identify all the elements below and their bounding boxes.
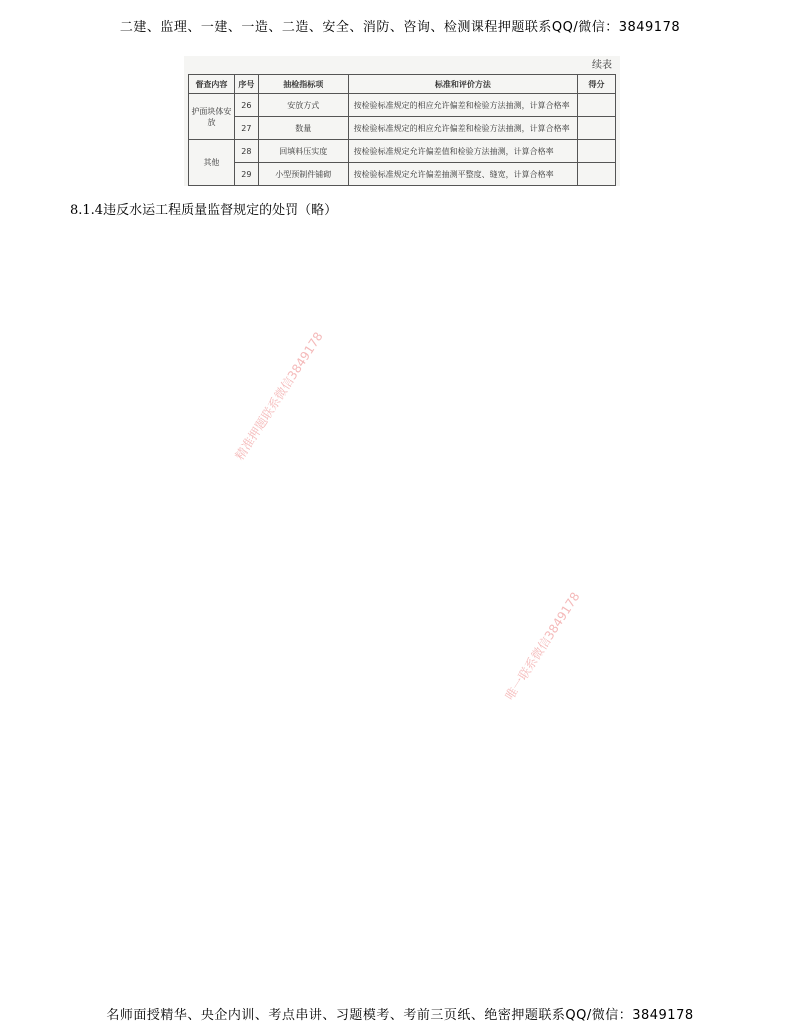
row-method: 按检验标准规定允许偏差值和检验方法抽测，计算合格率: [348, 140, 577, 163]
table-row: [189, 163, 616, 186]
column-header: 督查内容: [189, 75, 235, 94]
row-method: 按检验标准规定的相应允许偏差和检验方法抽测，计算合格率: [348, 94, 577, 117]
row-method: 按检验标准规定的相应允许偏差和检验方法抽测，计算合格率: [348, 117, 577, 140]
row-item: 小型预制件铺砌: [258, 163, 348, 186]
continued-label: 续表: [592, 60, 612, 71]
watermark: 唯一联系微信3849178: [502, 589, 583, 703]
table-row: [189, 117, 616, 140]
row-item: 数量: [258, 117, 348, 140]
row-number: 26: [234, 94, 258, 117]
table-row: [189, 94, 616, 117]
row-method: 按检验标准规定允许偏差抽测平整度、缝宽，计算合格率: [348, 163, 577, 186]
watermark: 精准押题联系微信3849178: [232, 329, 326, 463]
column-header: 标准和评价方法: [348, 75, 577, 94]
page-footer: 名师面授精华、央企内训、考点串讲、习题模考、考前三页纸、绝密押题联系QQ/微信：3849178: [106, 1008, 694, 1023]
table-header-row: [189, 75, 616, 94]
row-score: [578, 94, 616, 117]
row-score: [578, 117, 616, 140]
page-header: 二建、监理、一建、一造、二造、安全、消防、咨询、检测课程押题联系QQ/微信：3849178: [119, 20, 681, 35]
group-cell: 护面块体安放: [189, 94, 235, 140]
row-item: 回填料压实度: [258, 140, 348, 163]
column-header: 抽检指标项: [258, 75, 348, 94]
row-score: [578, 140, 616, 163]
row-item: 安放方式: [258, 94, 348, 117]
table-row: [189, 140, 616, 163]
row-score: [578, 163, 616, 186]
row-number: 27: [234, 117, 258, 140]
group-cell: 其他: [189, 140, 235, 186]
row-number: 29: [234, 163, 258, 186]
column-header: 得分: [578, 75, 616, 94]
section-heading: 8.1.4违反水运工程质量监督规定的处罚（略）: [70, 203, 338, 218]
standards-table-image: [184, 56, 620, 186]
standards-table: [188, 74, 616, 186]
column-header: 序号: [234, 75, 258, 94]
row-number: 28: [234, 140, 258, 163]
